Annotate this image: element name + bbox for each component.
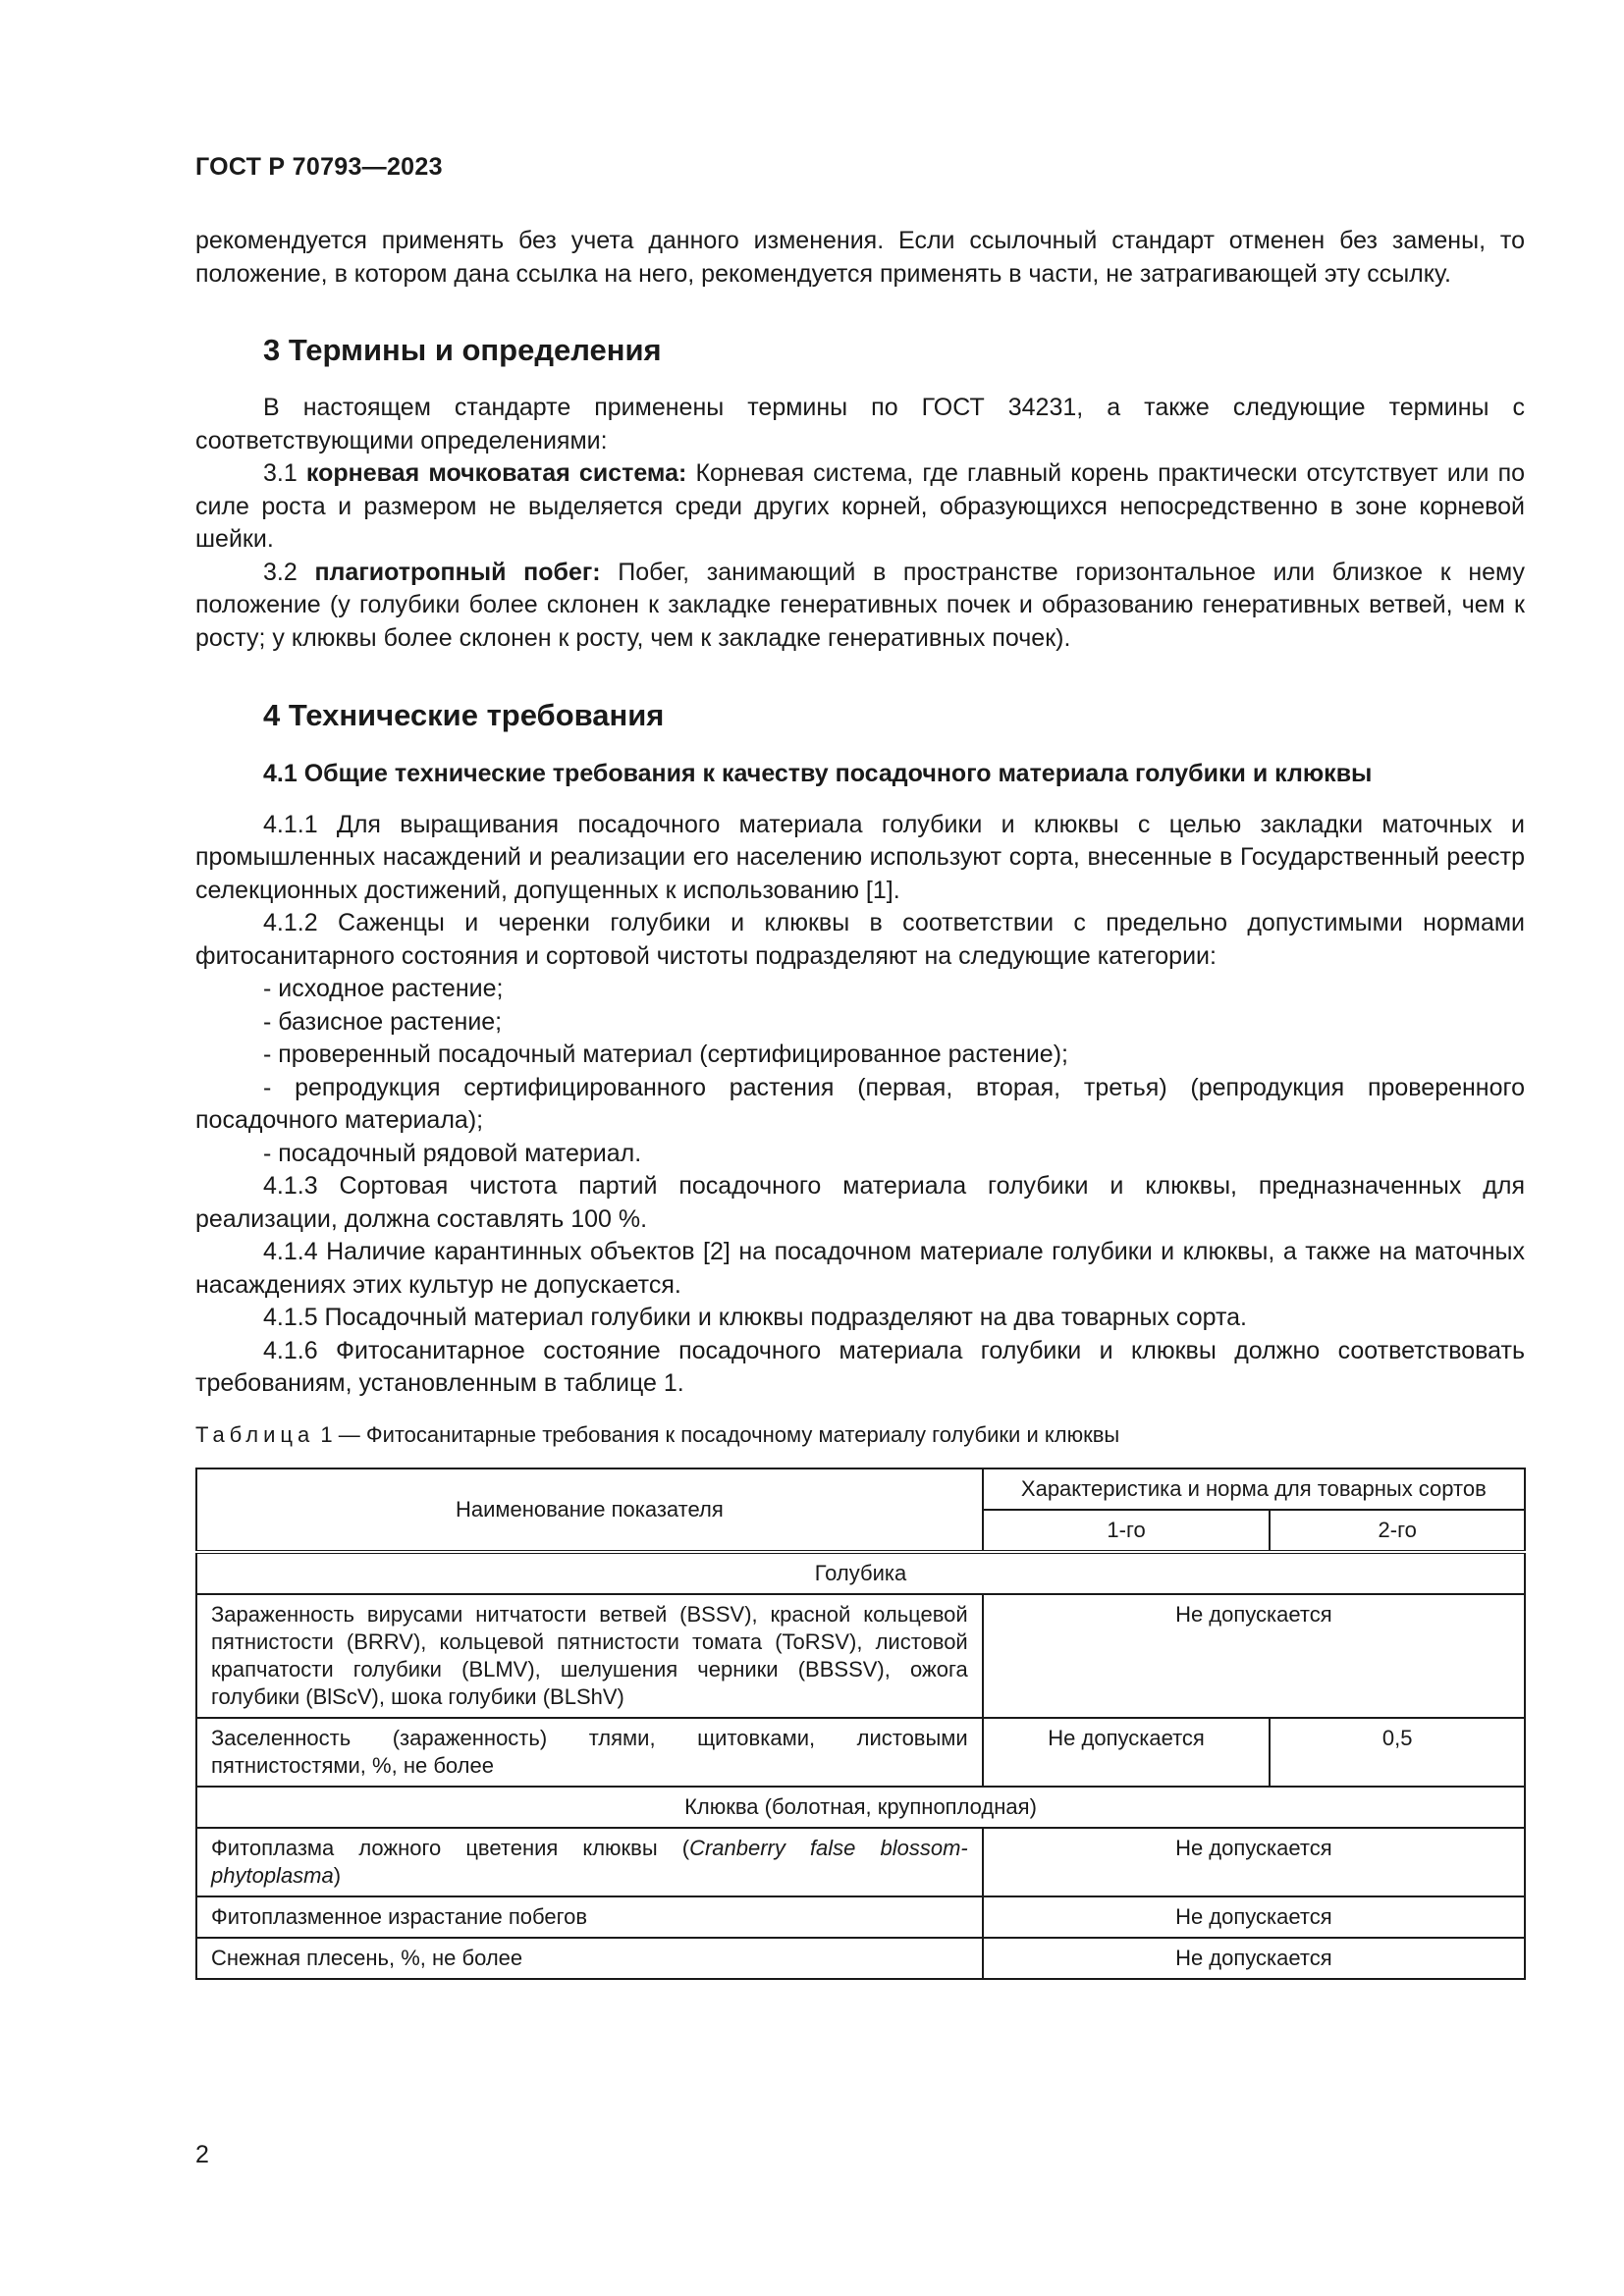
row-indicator: Снежная плесень, %, не более [196, 1938, 983, 1979]
row-value: Не допускается [983, 1828, 1525, 1896]
paragraph-4-1-2: 4.1.2 Саженцы и черенки голубики и клюквы в соответствии с предельно допустимыми нормами фитосанитарного состояния и сортовой чистоты подразделяют на следующие категории: [195, 909, 1525, 970]
group-cranberry: Клюква (болотная, крупноплодная) [196, 1787, 1525, 1828]
paragraph-4-1-5: 4.1.5 Посадочный материал голубики и клюквы подразделяют на два товарных сорта. [263, 1304, 1247, 1331]
subsection-4-1-title: 4.1 Общие технические требования к качеству посадочного материала голубики и клюквы [263, 760, 1373, 787]
row-indicator: Зараженность вирусами нитчатости ветвей (BSSV), красной кольцевой пятнистости (BRRV), кольцевой пятнистости томата (ToRSV), листовой крапчатости голубики (BLMV), шелушения черники (BBSSV), ожога голубики (BlScV), шока голубики (BLShV) [196, 1594, 983, 1718]
row-value-grade-2: 0,5 [1270, 1718, 1525, 1787]
row-indicator: Заселенность (зараженность) тлями, щитовками, листовыми пятнистостями, %, не более [196, 1718, 983, 1787]
table-group-row [196, 1787, 1525, 1828]
table-row [196, 1828, 1525, 1896]
table-caption [195, 1422, 1119, 1448]
category-list-item: - посадочный рядовой материал. [263, 1139, 642, 1167]
row-value: Не допускается [983, 1594, 1525, 1718]
header-indicator: Наименование показателя [196, 1468, 983, 1552]
phytosanitary-table [195, 1468, 1526, 1980]
header-grade-1: 1-го [983, 1510, 1271, 1552]
page-number: 2 [195, 2141, 209, 2168]
table-group-row [196, 1552, 1525, 1594]
row-indicator-close: ) [333, 1863, 342, 1888]
category-list-item: - базисное растение; [263, 1007, 503, 1036]
section-3-title: 3 Термины и определения [263, 333, 662, 367]
table-row [196, 1718, 1525, 1787]
document-code: ГОСТ Р 70793—2023 [195, 153, 443, 181]
header-grade-2: 2-го [1270, 1510, 1525, 1552]
section-4 [195, 696, 1525, 1401]
paragraph-4-1-3: 4.1.3 Сортовая чистота партий посадочного материала голубики и клюквы, предназначенных для реализации, должна составлять 100 %. [195, 1172, 1525, 1233]
term-3-1-number: 3.1 [263, 459, 306, 487]
table-row [196, 1896, 1525, 1938]
term-3-1-definition: Корневая система, где главный корень практически отсутствует или по силе роста и размером не выделяется среди других корней, образующихся непосредственно в зоне корневой шейки. [195, 459, 1526, 553]
row-indicator-text: Фитоплазма ложного цветения клюквы ( [211, 1836, 690, 1860]
paragraph-4-1-1: 4.1.1 Для выращивания посадочного материала голубики и клюквы с целью закладки маточных и промышленных насаждений и реализации его населению используют сорта, внесенные в Государственный реестр селекционных достижений, допущенных к использованию [1]. [195, 810, 1525, 904]
term-3-1 [195, 457, 1525, 557]
section-4-title: 4 Технические требования [263, 698, 665, 732]
row-indicator-latin: Cranberry false blossom-phytoplasma [211, 1836, 968, 1888]
table-header-row [196, 1468, 1525, 1510]
term-3-2-term: плагиотропный побег: [314, 558, 601, 586]
row-value: Не допускается [983, 1896, 1525, 1938]
row-value-grade-1: Не допускается [983, 1718, 1271, 1787]
row-indicator: Фитоплазменное израстание побегов [196, 1896, 983, 1938]
section-3 [195, 331, 1525, 655]
category-list-item: - репродукция сертифицированного растения (первая, вторая, третья) (репродукция проверенного посадочного материала); [195, 1073, 1525, 1134]
group-blueberry: Голубика [196, 1552, 1525, 1594]
section-3-intro: В настоящем стандарте применены термины по ГОСТ 34231, а также следующие термины с соответствующими определениями: [195, 394, 1525, 454]
paragraph-4-1-6: 4.1.6 Фитосанитарное состояние посадочного материала голубики и клюквы должно соответствовать требованиям, установленным в таблице 1. [195, 1336, 1525, 1397]
table-caption-text: 1 — Фитосанитарные требования к посадочному материалу голубики и клюквы [314, 1422, 1120, 1447]
row-value: Не допускается [983, 1938, 1525, 1979]
table-caption-word: Таблица [195, 1422, 315, 1447]
row-indicator [196, 1828, 983, 1896]
term-3-1-term: корневая мочковатая система: [305, 459, 687, 487]
header-group: Характеристика и норма для товарных сортов [983, 1468, 1525, 1510]
paragraph-4-1-4: 4.1.4 Наличие карантинных объектов [2] на посадочном материале голубики и клюквы, а также на маточных насаждениях этих культур не допускается. [195, 1238, 1525, 1299]
term-3-2-number: 3.2 [263, 558, 315, 586]
intro-continuation [195, 225, 1525, 291]
table-row [196, 1594, 1525, 1718]
category-list-item: - исходное растение; [263, 975, 504, 1002]
term-3-2 [195, 557, 1525, 656]
term-3-2-definition: Побег, занимающий в пространстве горизонтальное или близкое к нему положение (у голубики более склонен к закладке генеративных почек и образованию генеративных ветвей, чем к росту; у клюквы более склонен к росту, чем к закладке генеративных почек). [195, 558, 1526, 652]
category-list-item: - проверенный посадочный материал (сертифицированное растение); [263, 1041, 1068, 1068]
continuation-paragraph: рекомендуется применять без учета данного изменения. Если ссылочный стандарт отменен без замены, то положение, в котором дана ссылка на него, рекомендуется применять в части, не затрагивающей эту ссылку. [195, 227, 1525, 288]
table-row [196, 1938, 1525, 1979]
